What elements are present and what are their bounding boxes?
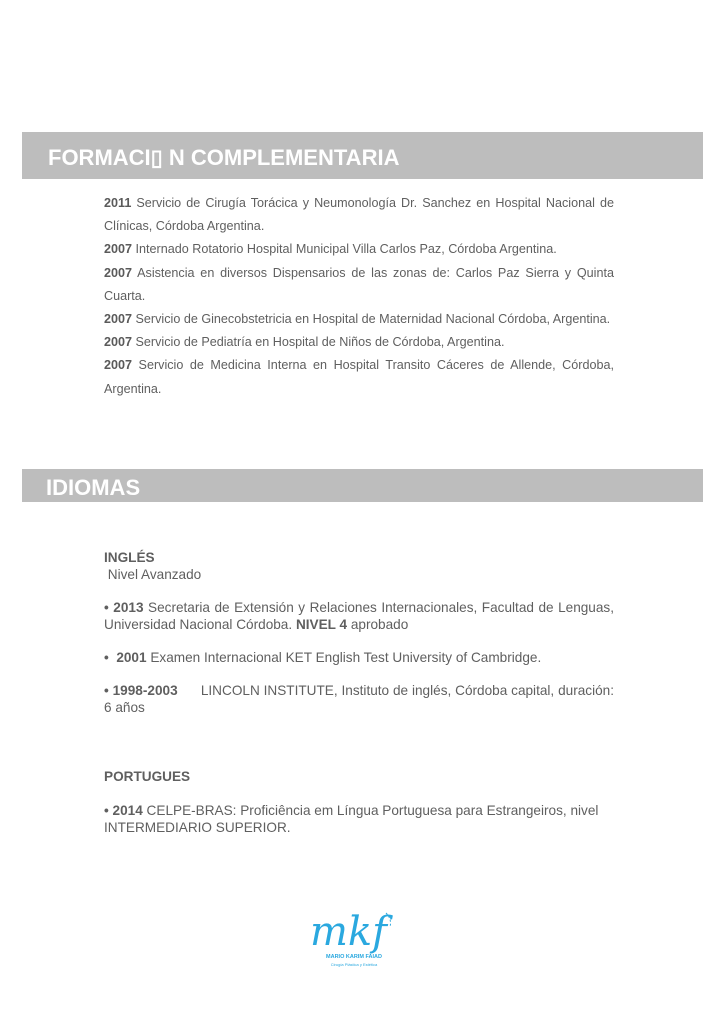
logo-initials: mkf [310,909,387,955]
entry-prefix: • 1998-2003 [104,683,178,698]
item-text: Internado Rotatorio Hospital Municipal Villa Carlos Paz, Córdoba Argentina. [132,242,557,257]
list-item [104,238,614,261]
item-year: 2007 [104,312,133,327]
entry-text: CELPE-BRAS: Proficiência em Língua Portuguesa para Estrangeiros, nivel INTERMEDIARIO SUPERIOR. [104,803,599,835]
entry-prefix: • 2014 [104,803,143,818]
list-item [104,649,614,666]
logo-name: MARIO KARIM FAIAD [326,954,382,960]
item-text: Asistencia en diversos Dispensarios de las zonas de: Carlos Paz Sierra y Quinta Cuarta. [104,265,614,303]
list-item [104,354,614,400]
entry-text: LINCOLN INSTITUTE, Instituto de inglés, Córdoba capital, duración: 6 años [104,683,618,715]
entry-level: NIVEL 4 [295,617,348,632]
list-item [104,331,614,354]
logo-mark [300,895,410,985]
logo-tagline: Cirugía Plástica y Estética [330,962,378,967]
list-item [104,682,618,716]
item-text: Servicio de Pediatría en Hospital de Niños de Córdoba, Argentina. [132,335,505,350]
list-item [104,599,614,633]
entry-prefix: • 2001 [104,650,147,665]
language-name: INGLÉS [104,550,155,565]
language-name: PORTUGUES [104,769,191,784]
formacion-list [104,192,614,401]
language-english [104,549,618,716]
list-item [104,308,614,331]
item-text: Servicio de Ginecobstetricia en Hospital de Maternidad Nacional Córdoba, Argentina. [132,312,611,327]
language-level: Nivel Avanzado [104,567,202,582]
item-year: 2007 [104,358,133,373]
list-item [104,802,614,836]
brand-logo [300,895,410,985]
item-year: 2007 [104,242,133,257]
entry-text: Examen Internacional KET English Test University of Cambridge. [146,650,542,665]
section-header-idiomas [22,469,703,502]
section-title: IDIOMAS [46,475,141,500]
list-item [104,192,614,238]
list-item [104,262,614,308]
entry-prefix: • 2013 [104,600,144,615]
item-text: Servicio de Medicina Interna en Hospital Transito Cáceres de Allende, Córdoba, Argentina. [104,358,614,396]
item-year: 2007 [104,335,133,350]
section-title: FORMACI▯ N COMPLEMENTARIA [48,145,400,170]
item-text: Servicio de Cirugía Torácica y Neumonología Dr. Sanchez en Hospital Nacional de Clínicas, Córdoba Argentina. [104,196,614,234]
item-year: 2007 [104,265,133,280]
entry-text: Secretaria de Extensión y Relaciones Internacionales, Facultad de Lenguas, Universidad Nacional Córdoba. [104,600,615,632]
language-portuguese [104,768,614,836]
item-year: 2011 [104,196,132,210]
section-header-formacion [22,132,703,179]
entry-suffix: aprobado [347,617,409,632]
